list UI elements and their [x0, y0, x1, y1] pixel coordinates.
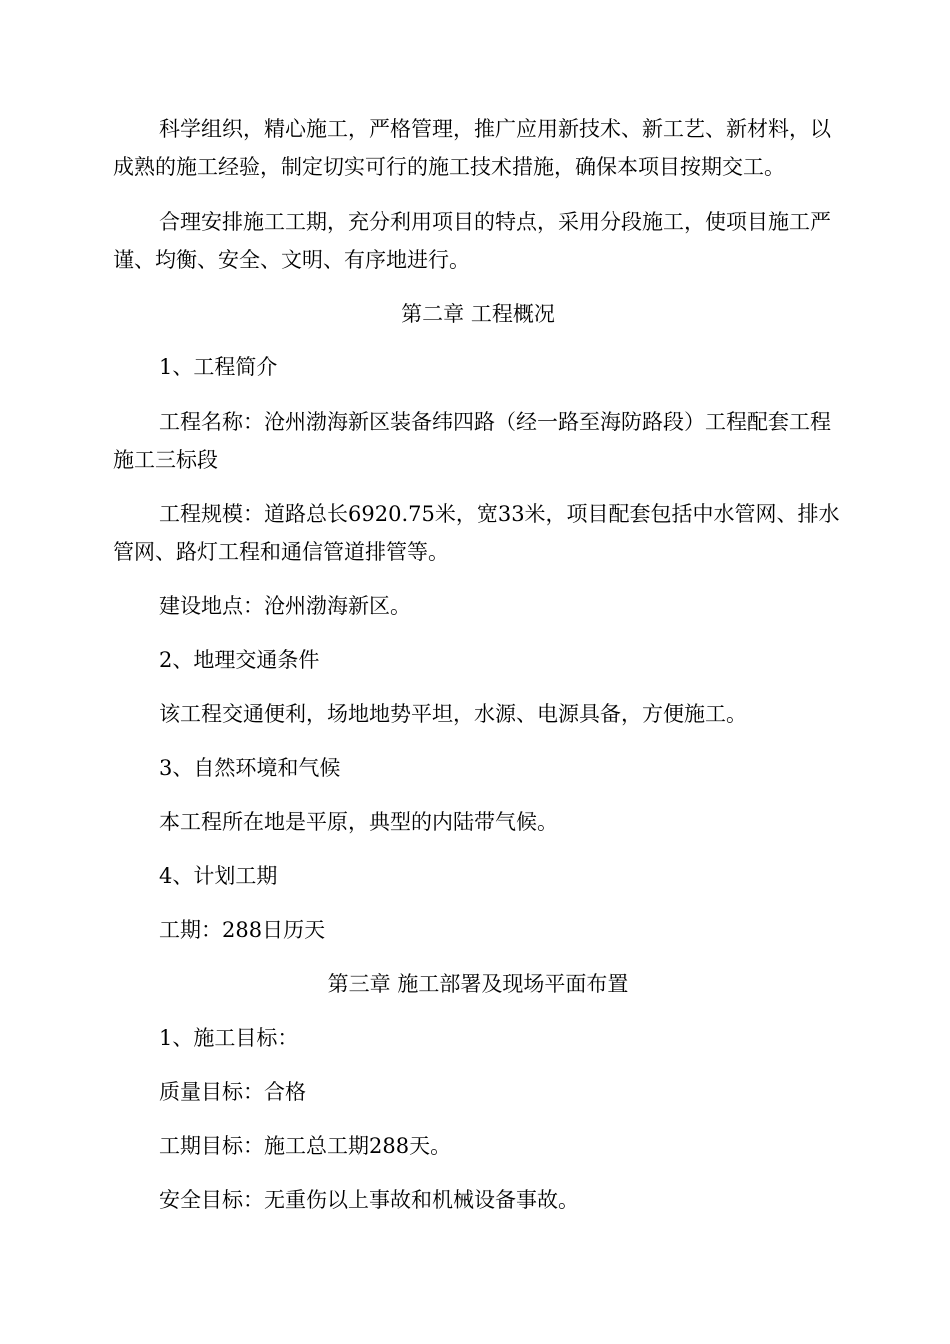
chapter-2-title: 第二章 工程概况	[401, 302, 555, 326]
section-3-heading: 3、自然环境和气候	[159, 756, 341, 780]
schedule-goal: 工期目标：施工总工期288天。	[159, 1134, 452, 1158]
project-location: 建设地点：沧州渤海新区。	[159, 594, 411, 618]
safety-goal: 安全目标：无重伤以上事故和机械设备事故。	[159, 1188, 579, 1212]
section-4-text: 工期：288日历天	[159, 918, 326, 942]
section-1-heading: 1、工程简介	[159, 355, 278, 379]
section-2-text: 该工程交通便利，场地地势平坦，水源、电源具备，方便施工。	[159, 702, 747, 726]
project-scale: 工程规模：道路总长6920.75米，宽33米，项目配套包括中水管网、排水管网、路灯工程和通信管道排管等。	[113, 502, 840, 564]
project-name: 工程名称：沧州渤海新区装备纬四路（经一路至海防路段）工程配套工程施工三标段	[113, 410, 831, 472]
quality-goal: 质量目标：合格	[159, 1080, 306, 1104]
goals-heading: 1、施工目标：	[159, 1026, 299, 1050]
intro-paragraph-1: 科学组织，精心施工，严格管理，推广应用新技术、新工艺、新材料，以成熟的施工经验，制定切实可行的施工技术措施，确保本项目按期交工。	[113, 117, 831, 179]
intro-paragraph-2: 合理安排施工工期，充分利用项目的特点，采用分段施工，使项目施工严谨、均衡、安全、文明、有序地进行。	[113, 210, 831, 272]
section-3-text: 本工程所在地是平原，典型的内陆带气候。	[159, 810, 558, 834]
section-2-heading: 2、地理交通条件	[159, 648, 320, 672]
chapter-3-title: 第三章 施工部署及现场平面布置	[327, 972, 629, 996]
section-4-heading: 4、计划工期	[159, 864, 278, 888]
